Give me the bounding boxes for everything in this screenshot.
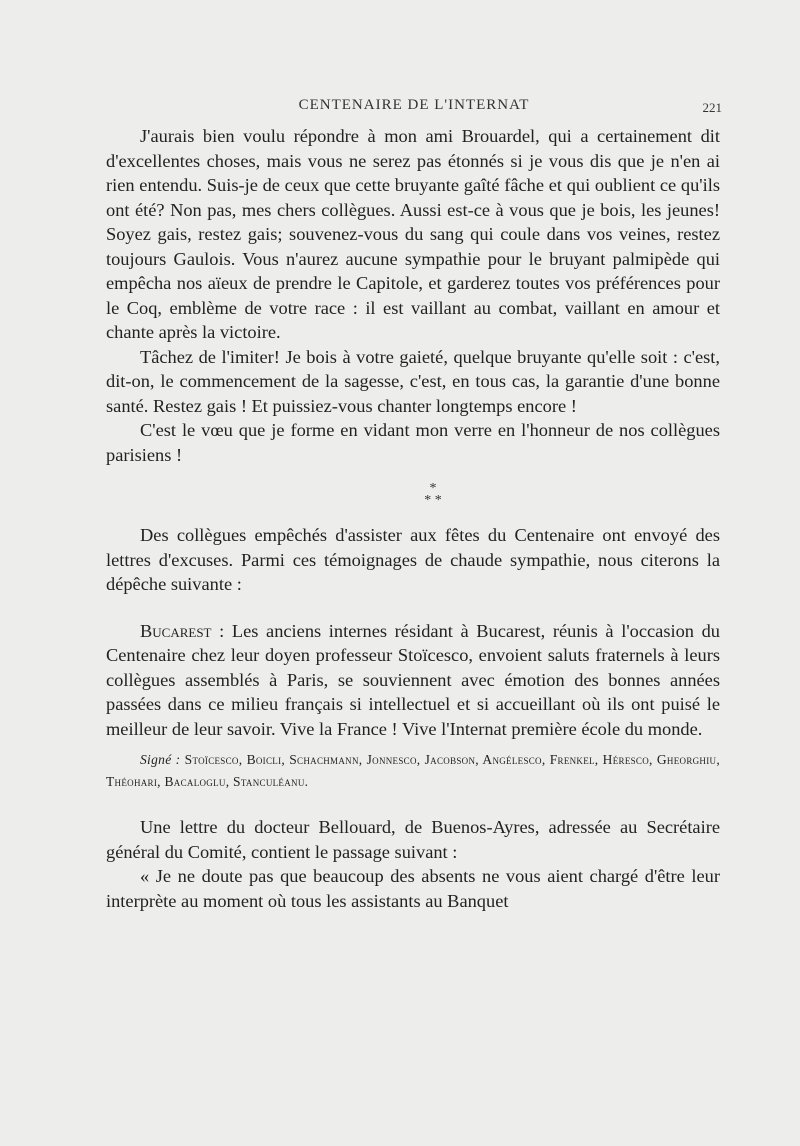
section-separator bbox=[146, 483, 720, 507]
signed-label: Signé : bbox=[140, 752, 181, 767]
separator-stars-bottom: * * bbox=[424, 493, 442, 508]
page-number: 221 bbox=[702, 100, 722, 115]
page-header bbox=[106, 97, 722, 119]
paragraph-voeu: C'est le vœu que je forme en vidant mon verre en l'honneur de nos collègues parisiens ! bbox=[106, 420, 720, 465]
page-body bbox=[106, 124, 720, 913]
telegram-paragraph bbox=[106, 619, 720, 742]
paragraph-toast: J'aurais bien voulu répondre à mon ami Brouardel, qui a certainement dit d'excellentes choses, mais vous ne serez pas étonnés si je vous dis que je n'en ai rien entendu. Suis-je de ceux que cette bruyante gaîté fâche et qui oublient ce qu'ils ont été? Non pas, mes chers collègues. Aussi est-ce à vous que je bois, les jeunes! Soyez gais, restez gais; souvenez-vous du sang qui coule dans vos veines, restez toujours Gaulois. Vous n'aurez aucune sympathie pour le bruyant palmipède qui empêcha nos aïeux de prendre le Capitole, et garderez toutes vos préférences pour le Coq, emblème de votre race : il est vaillant au combat, vaillant en amour et chante après la victoire. bbox=[106, 126, 720, 342]
telegram-text: : Les anciens internes résidant à Bucarest, réunis à l'occasion du Centenaire chez leur doyen professeur Stoïcesco, envoient saluts fraternels à leurs collègues assemblés à Paris, se souviennent avec émotion des bonnes années passées dans ce milieu français si intellectuel et si accueillant où ils ont puisé le meilleur de leur savoir. Vive la France ! Vive l'Internat première école du monde. bbox=[106, 620, 720, 739]
paragraph-excuses: Des collègues empêchés d'assister aux fêtes du Centenaire ont envoyé des lettres d'excuses. Parmi ces témoignages de chaude sympathie, nous citerons la dépêche suivante : bbox=[106, 525, 720, 594]
paragraph-bellouard: Une lettre du docteur Bellouard, de Buenos-Ayres, adressée au Secrétaire général du Comité, contient le passage suivant : bbox=[106, 817, 720, 862]
signatures bbox=[106, 749, 720, 793]
telegram-city: Bucarest bbox=[140, 620, 212, 641]
running-title: CENTENAIRE DE L'INTERNAT bbox=[298, 97, 530, 113]
signed-names: Stoïcesco, Boicli, Schachmann, Jonnesco, Jacobson, Angélesco, Frenkel, Héresco, Gheorghiu, Théohari, Bacaloglu, Stanculéanu. bbox=[106, 752, 721, 789]
paragraph-quote: « Je ne doute pas que beaucoup des absents ne vous aient chargé d'être leur interprète au moment où tous les assistants au Banquet bbox=[106, 866, 720, 911]
separator-star-top: * bbox=[429, 481, 437, 496]
paragraph-imiter: Tâchez de l'imiter! Je bois à votre gaieté, quelque bruyante qu'elle soit : c'est, dit-on, le commencement de la sagesse, c'est, en tous cas, la garantie d'une bonne santé. Restez gais ! Et puissiez-vous chanter longtemps encore ! bbox=[106, 346, 720, 416]
